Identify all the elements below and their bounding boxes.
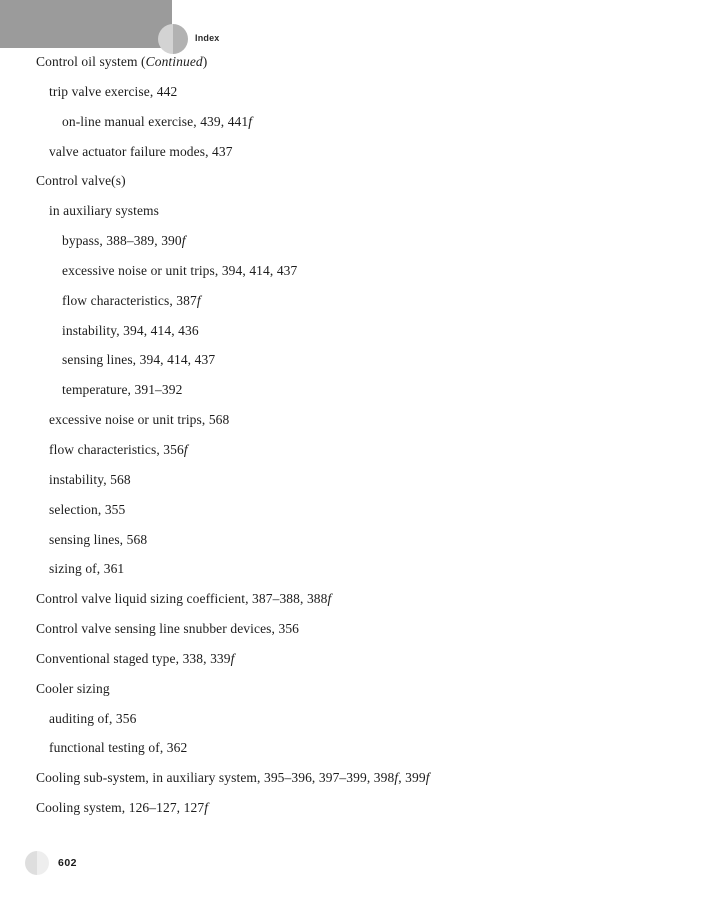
index-entry [36,674,676,704]
index-entry-text-segment: Cooler sizing [36,680,110,696]
header-corner-box [0,0,172,48]
index-entry-text-segment: auditing of, 356 [49,710,137,726]
index-entry-text-segment: in auxiliary systems [49,203,159,219]
index-entry-text-segment: Control oil system ( [36,54,146,69]
index-entry-text-segment: sensing lines, 394, 414, 437 [62,352,216,368]
index-entry-text-segment: Cooling sub-system, in auxiliary system, 395–396, 397–399, 398 [36,770,395,786]
index-entry-text-segment: excessive noise or unit trips, 394, 414, 437 [62,262,298,278]
index-entry [36,47,676,77]
index-entry-text-segment: bypass, 388–389, 390 [62,233,182,249]
index-entry-text-segment: trip valve exercise, 442 [49,83,178,99]
footer-circle-ornament [25,851,49,875]
index-entry [36,166,676,196]
index-entry [36,584,676,614]
index-entry [36,793,676,823]
index-entry [36,375,676,405]
index-entry-text-segment: ) [202,54,208,69]
index-entry-text-segment: , 399 [398,770,426,786]
index-entry [36,435,676,465]
index-entry-italic-segment: f [196,292,201,308]
index-entry [36,107,676,137]
index-entry [36,614,676,644]
index-entry-italic-segment: f [327,591,332,607]
index-entry-text-segment: Control valve(s) [36,173,126,189]
index-entry [36,644,676,674]
index-entry-text-segment: functional testing of, 362 [49,740,188,756]
index-entry-italic-segment: f [181,233,186,249]
index-entry-italic-segment: f [425,770,430,786]
index-entry [36,554,676,584]
index-entry-italic-segment: Continued [145,54,203,69]
index-entry [36,77,676,107]
index-entry-text-segment: flow characteristics, 356 [49,441,184,457]
index-entry [36,196,676,226]
index-entry-text-segment: flow characteristics, 387 [62,292,197,308]
index-entry [36,345,676,375]
index-entry [36,763,676,793]
index-entry [36,525,676,555]
index-entry-text-segment: instability, 394, 414, 436 [62,322,199,338]
index-entry [36,226,676,256]
index-entry-text-segment: on-line manual exercise, 439, 441 [62,113,249,129]
index-entry-text-segment: instability, 568 [49,471,131,487]
index-entry [36,256,676,286]
index-entry-text-segment: sizing of, 361 [49,561,125,577]
index-entry-text-segment: temperature, 391–392 [62,382,183,398]
index-entry [36,495,676,525]
index-entry-text-segment: Cooling system, 126–127, 127 [36,800,205,816]
index-entry-text-segment: excessive noise or unit trips, 568 [49,412,230,428]
index-entry [36,704,676,734]
page-number: 602 [58,857,78,869]
index-entry-text-segment: Control valve liquid sizing coefficient, 387–388, 388 [36,591,328,607]
index-entry-text-segment: Control valve sensing line snubber devices, 356 [36,621,300,637]
index-entry [36,465,676,495]
page-title: Index [195,33,220,43]
index-entry-italic-segment: f [183,441,188,457]
index-entry [36,733,676,763]
index-entry-italic-segment: f [394,770,399,786]
index-entry-italic-segment: f [204,800,209,816]
index-entry-text-segment: selection, 355 [49,501,126,517]
index-entry-list [36,47,676,823]
index-entry-text-segment: valve actuator failure modes, 437 [49,143,233,159]
index-entry [36,137,676,167]
index-entry-italic-segment: f [230,650,235,666]
index-entry [36,405,676,435]
index-entry-text-segment: sensing lines, 568 [49,531,148,547]
index-entry-text-segment: Conventional staged type, 338, 339 [36,650,231,666]
index-entry [36,316,676,346]
index-entry [36,286,676,316]
index-entry-italic-segment: f [248,113,253,129]
